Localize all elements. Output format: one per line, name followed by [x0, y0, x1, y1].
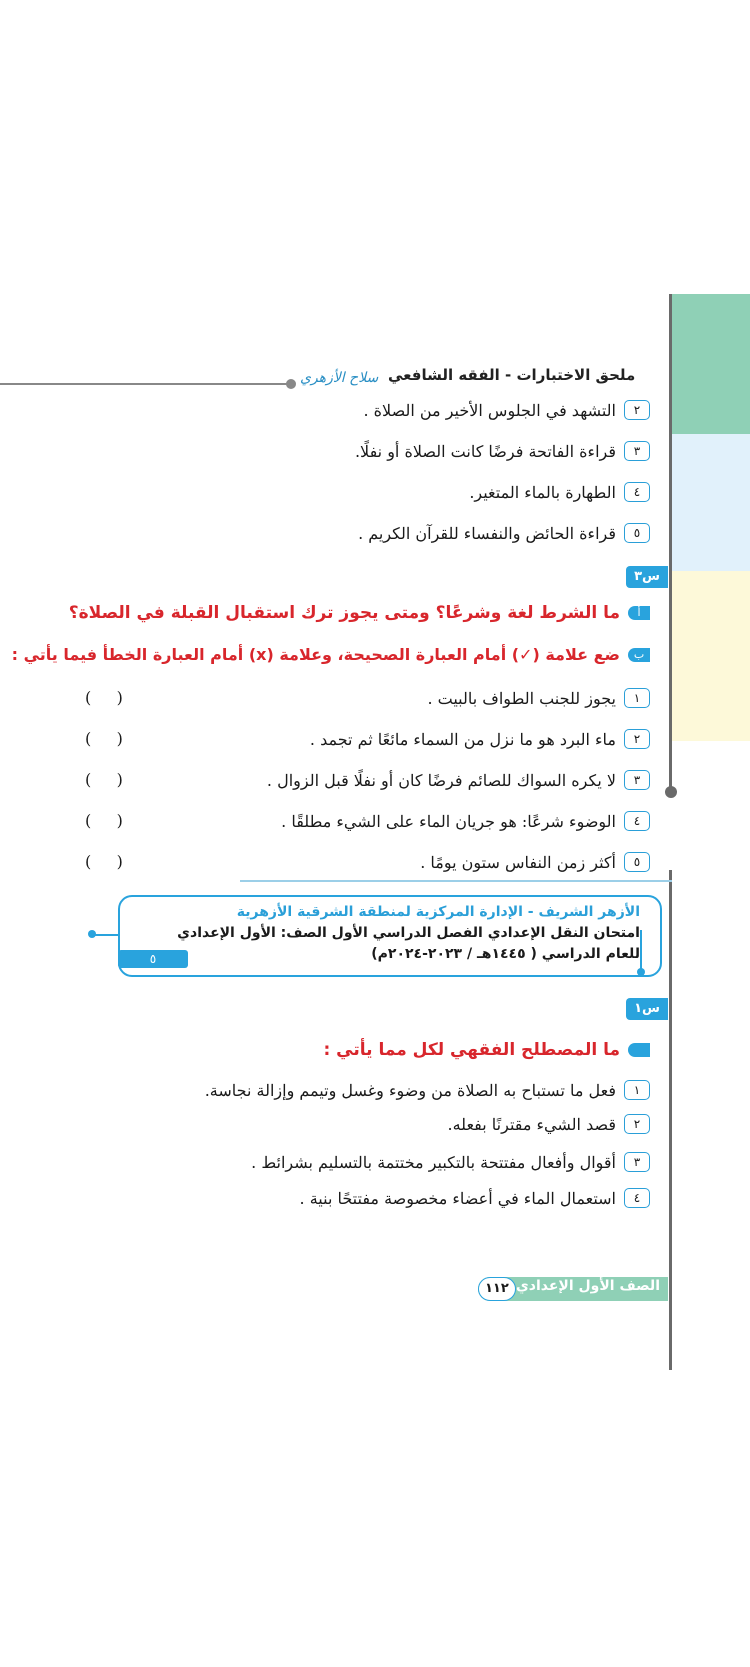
- question-b-text: ضع علامة (✓) أمام العبارة الصحيحة، وعلامة (x) أمام العبارة الخطأ فيما يأتي :: [11, 645, 620, 664]
- box-connector-dot: [88, 930, 96, 938]
- page-number: ١١٢: [478, 1277, 516, 1301]
- item-text: لا يكره السواك للصائم فرضًا كان أو نفلًا قبل الزوال .: [266, 770, 616, 790]
- item-text: الطهارة بالماء المتغير.: [469, 482, 616, 502]
- question-text: ما المصطلح الفقهي لكل مما يأتي :: [323, 1040, 620, 1060]
- item-text: الوضوء شرعًا: هو جريان الماء على الشيء مطلقًا .: [281, 811, 616, 831]
- item-number: ٣: [624, 441, 650, 461]
- answer-parens: ( ): [85, 729, 123, 748]
- exam-year: للعام الدراسي ( ١٤٤٥هـ / ٢٠٢٣-٢٠٢٤م): [371, 946, 640, 962]
- page-rule-dot: [665, 786, 677, 798]
- section-divider: [240, 880, 672, 882]
- question-bullet: [628, 1043, 650, 1057]
- box-side-link: [640, 930, 642, 970]
- question-a-text: ما الشرط لغة وشرعًا؟ ومتى يجوز ترك استقبال القبلة في الصلاة؟: [68, 603, 620, 623]
- section-badge: س٣: [626, 566, 668, 588]
- exam-authority: الأزهر الشريف - الإدارة المركزية لمنطقة الشرقية الأزهرية: [236, 904, 640, 920]
- item-number: ٤: [624, 1188, 650, 1208]
- item-text: أكثر زمن النفاس ستون يومًا .: [420, 852, 616, 872]
- section-badge: س١: [626, 998, 668, 1020]
- item-text: قراءة الحائض والنفساء للقرآن الكريم .: [358, 523, 616, 543]
- list-item: [300, 1188, 650, 1208]
- page-rule-top: [669, 294, 672, 792]
- item-text: قراءة الفاتحة فرضًا كانت الصلاة أو نفلًا.: [354, 441, 616, 461]
- item-text: ماء البرد هو ما نزل من السماء مائعًا ثم تجمد .: [309, 729, 616, 749]
- tf-item: [310, 729, 650, 749]
- question-a: [69, 603, 650, 623]
- answer-parens: ( ): [85, 770, 123, 789]
- side-tab-blue: [672, 434, 750, 571]
- item-number: ٣: [624, 1152, 650, 1172]
- box-side-link-dot: [637, 968, 645, 976]
- question-a: [323, 1040, 650, 1060]
- item-number: ٤: [624, 482, 650, 502]
- list-item: [205, 1080, 650, 1100]
- exam-number-tab: ٥: [118, 950, 188, 968]
- footer-label: الصف الأول الإعدادي: [515, 1278, 660, 1294]
- list-item: [363, 400, 650, 420]
- answer-parens: ( ): [85, 811, 123, 830]
- item-number: ٤: [624, 811, 650, 831]
- list-item: [251, 1152, 650, 1172]
- item-text: التشهد في الجلوس الأخير من الصلاة .: [363, 400, 616, 420]
- page-rule-bottom: [669, 870, 672, 1370]
- list-item: [469, 482, 650, 502]
- question-b: [12, 645, 650, 664]
- tf-item: [281, 811, 650, 831]
- side-tab-green: [672, 294, 750, 434]
- side-tab-yellow: [672, 571, 750, 741]
- exam-title: امتحان النقل الإعدادي الفصل الدراسي الأول الصف: الأول الإعدادي: [177, 925, 640, 941]
- list-item: [447, 1114, 650, 1134]
- box-connector: [92, 934, 120, 936]
- item-number: ١: [624, 1080, 650, 1100]
- question-b-bullet: ب: [628, 648, 650, 662]
- item-number: ٥: [624, 523, 650, 543]
- item-number: ٥: [624, 852, 650, 872]
- item-text: قصد الشيء مقترنًا بفعله.: [447, 1114, 616, 1134]
- item-text: يجوز للجنب الطواف بالبيت .: [427, 688, 616, 708]
- tf-item: [420, 852, 650, 872]
- item-number: ١: [624, 688, 650, 708]
- tf-item: [267, 770, 650, 790]
- header-rule: [0, 383, 290, 385]
- question-a-bullet: أ: [628, 606, 650, 620]
- logo: سلاح الأزهري: [300, 370, 379, 386]
- item-number: ٢: [624, 400, 650, 420]
- page-title: ملحق الاختبارات - الفقه الشافعي: [388, 366, 636, 384]
- item-text: استعمال الماء في أعضاء مخصوصة مفتتحًا بنية .: [299, 1188, 616, 1208]
- item-number: ٢: [624, 729, 650, 749]
- item-text: فعل ما تستباح به الصلاة من وضوء وغسل وتيمم وإزالة نجاسة.: [204, 1080, 616, 1100]
- header-rule-dot: [286, 379, 296, 389]
- item-text: أقوال وأفعال مفتتحة بالتكبير مختتمة بالتسليم بشرائط .: [251, 1152, 616, 1172]
- item-number: ٣: [624, 770, 650, 790]
- answer-parens: ( ): [85, 688, 123, 707]
- list-item: [355, 441, 650, 461]
- list-item: [358, 523, 650, 543]
- tf-item: [427, 688, 650, 708]
- answer-parens: ( ): [85, 852, 123, 871]
- item-number: ٢: [624, 1114, 650, 1134]
